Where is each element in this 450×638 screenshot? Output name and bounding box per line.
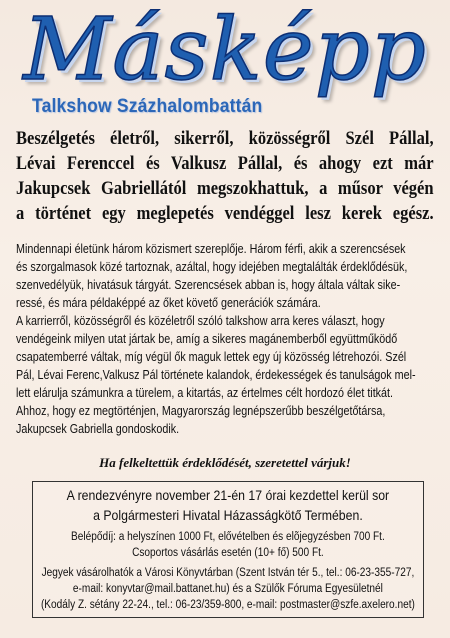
ticket-sales-line: Jegyek vásárolhatók a Városi Könyvtárban (Szent István tér 5., tel.: 06-23-355-727, xyxy=(41,567,415,579)
lead-line: a történet egy meglepetés vendéggel lesz kerek egész. xyxy=(16,203,434,224)
group-price-line: Csoportos vásárlás esetén (10+ fő) 500 Ft. xyxy=(132,547,324,559)
lead-paragraph xyxy=(16,126,434,226)
ticket-address-line: (Kodály Z. sétány 22-24., tel.: 06-23/359-800, e-mail: postmaster@szfe.axelero.net) xyxy=(40,599,415,611)
event-venue-line: a Polgármesteri Hivatal Házasságkötő Termében. xyxy=(93,507,363,523)
invitation-text: Ha felkeltettük érdeklődését, szeretettel várjuk! xyxy=(99,455,351,470)
body-line: szenvedélyük, hivatásuk tárgyát. Szerencsések abban is, hogy általa váltak sike- xyxy=(16,278,401,292)
body-line: vendégeink milyen utat jártak be, amíg a sikeres magánemberből együttműködő xyxy=(16,332,398,346)
page-subtitle: Talkshow Százhalombattán xyxy=(32,96,263,117)
body-line: A karrierről, közösségről és közéletről szóló talkshow arra keres választ, hogy xyxy=(16,314,385,328)
body-line: Mindennapi életünk három közismert szereplője. Három férfi, akik a szerencsések xyxy=(16,242,406,256)
ticket-price-line: Belépődíj: a helyszínen 1000 Ft, elővételben és elõjegyzésben 700 Ft. xyxy=(71,531,385,543)
body-text xyxy=(16,240,432,438)
body-line: lett elárulja számunkra a türelem, a kitartás, az értelmes célt hordozó élet titkát. xyxy=(16,386,394,400)
lead-line: Lévai Ferenccel és Valkusz Pállal, és ahogy ezt már xyxy=(16,153,434,174)
body-line: csapatemberré váltak, míg végül ők maguk lettek egy új közösség létrehozói. Szél xyxy=(16,350,407,364)
body-line: ressé, és mára példaképpé az őket követő generációk számára. xyxy=(16,296,321,310)
event-info-box xyxy=(32,481,424,618)
ticket-contact-line: e-mail: konyvtar@mail.battanet.hu) és a Szülők Fóruma Egyesületnél xyxy=(72,583,383,595)
event-date-line: A rendezvényre november 21-én 17 órai kezdettel kerül sor xyxy=(66,487,390,503)
body-line: és szorgalmasok közé tartoznak, azáltal, hogy idejében megtalálták érdeklődésük, xyxy=(16,260,408,274)
page-title: Másképp xyxy=(23,0,427,100)
lead-line: Jakupcsek Gabriellától megszokhattuk, a műsor végén xyxy=(16,178,434,199)
lead-line: Beszélgetés életről, sikerről, közösségről Szél Pállal, xyxy=(16,128,434,149)
body-line: Ahhoz, hogy ez megtörténjen, Magyarország legnépszerűbb beszélgetőtársa, xyxy=(16,404,386,418)
body-line: Jakupcsek Gabriella gondoskodik. xyxy=(16,422,180,436)
body-line: Pál, Lévai Ferenc,Valkusz Pál története kalandok, érdekességek és tanulságok mel- xyxy=(16,368,416,382)
